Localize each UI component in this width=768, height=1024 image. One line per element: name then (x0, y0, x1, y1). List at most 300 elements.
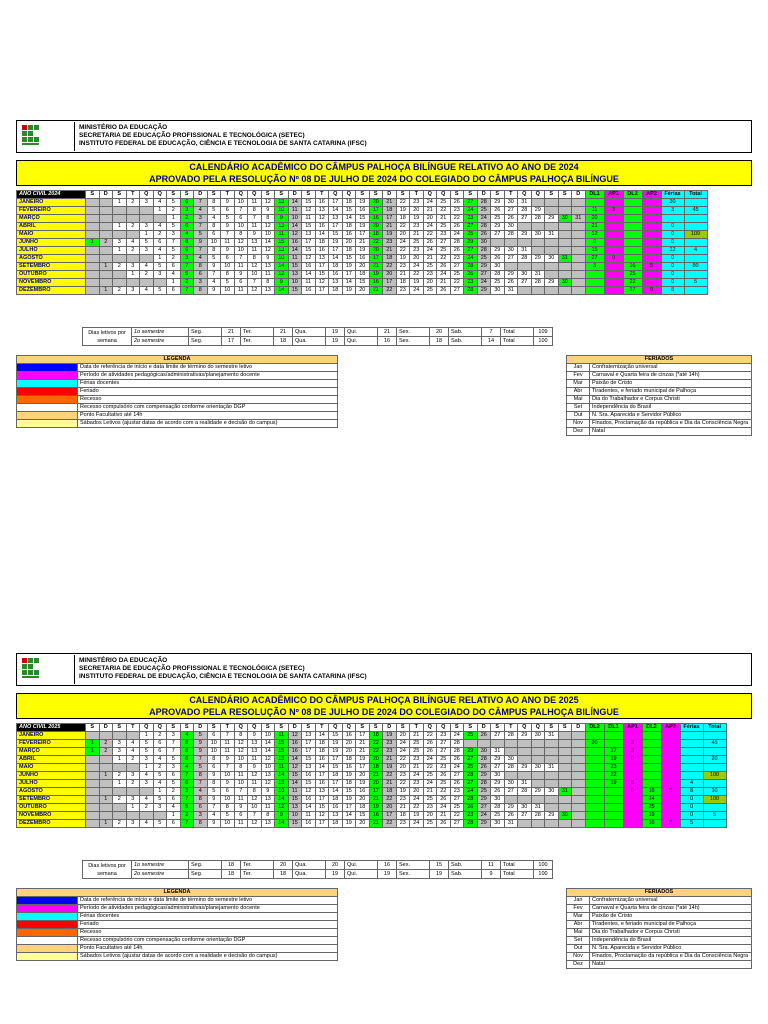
day-cell: 3 (140, 199, 154, 207)
day-cell: 6 (167, 772, 181, 780)
tail-cell (684, 223, 707, 231)
weekday-header: D (288, 724, 302, 732)
feriado-text: Confraternização universal (590, 897, 752, 905)
feriado-month: Abr (567, 388, 590, 396)
day-cell: 12 (234, 239, 248, 247)
day-cell: 23 (464, 812, 478, 820)
weekday-total-value: 20 (326, 861, 345, 870)
institution-header (16, 653, 752, 686)
weekday-header: S (464, 724, 478, 732)
day-cell: 11 (221, 740, 235, 748)
tail-cell (680, 740, 703, 748)
day-cell: 8 (194, 263, 208, 271)
feriado-month: Mai (567, 929, 590, 937)
tail-cell: 0 (661, 263, 684, 271)
month-row (17, 239, 708, 247)
day-cell: 25 (437, 247, 451, 255)
tail-cell (642, 764, 661, 772)
day-cell: 5 (207, 207, 221, 215)
feriado-row (567, 929, 752, 937)
day-cell: 20 (369, 199, 383, 207)
day-cell: 3 (140, 223, 154, 231)
day-cell: 7 (180, 796, 194, 804)
day-cell: 16 (302, 796, 316, 804)
feriado-month: Mai (567, 396, 590, 404)
tail-cell (585, 780, 604, 788)
weekday-header: S (450, 724, 464, 732)
day-cell: 25 (423, 772, 437, 780)
day-cell (504, 740, 518, 748)
month-grid (16, 723, 727, 828)
day-cell (558, 231, 572, 239)
day-cell: 23 (437, 231, 451, 239)
tail-cell: 45 (703, 740, 726, 748)
day-cell (545, 780, 559, 788)
day-cell: 28 (518, 255, 532, 263)
legend-swatch (17, 396, 78, 404)
day-cell: 15 (302, 199, 316, 207)
weekday-header: S (261, 724, 275, 732)
weekday-total-value: 100 (534, 861, 553, 870)
day-cell: 26 (491, 788, 505, 796)
day-cell: 20 (342, 740, 356, 748)
day-cell: 12 (288, 231, 302, 239)
feriados-title: FERIADOS (567, 889, 752, 897)
day-cell: 20 (423, 812, 437, 820)
weekday-header: Q (531, 191, 545, 199)
day-cell: 20 (383, 271, 397, 279)
day-cell: 25 (410, 239, 424, 247)
day-cell: 1 (140, 732, 154, 740)
day-cell (153, 279, 167, 287)
day-cell: 27 (491, 764, 505, 772)
year-label: ANO CIVIL 2025 (17, 724, 86, 732)
tail-header: DL1 (585, 191, 604, 199)
day-cell: 21 (383, 756, 397, 764)
day-cell: 24 (410, 820, 424, 828)
day-cell: 11 (302, 812, 316, 820)
day-cell: 18 (329, 796, 343, 804)
day-cell: 9 (248, 732, 262, 740)
tail-cell: 109 (684, 231, 707, 239)
day-cell: 27 (491, 732, 505, 740)
feriado-row (567, 961, 752, 969)
day-cell (518, 820, 532, 828)
day-cell: 23 (410, 756, 424, 764)
day-cell: 24 (423, 756, 437, 764)
semester-label: 1o semestre (132, 328, 189, 337)
tail-cell (604, 812, 623, 820)
day-cell (545, 199, 559, 207)
feriado-month: Nov (567, 420, 590, 428)
weekday-header: D (99, 191, 113, 199)
day-cell: 9 (207, 263, 221, 271)
day-cell: 1 (86, 740, 100, 748)
day-cell: 25 (437, 223, 451, 231)
weekday-header: D (194, 724, 208, 732)
days-letivos-table (82, 327, 553, 346)
day-cell: 6 (234, 279, 248, 287)
month-grid (16, 190, 708, 295)
day-cell: 3 (153, 271, 167, 279)
day-cell: 27 (477, 804, 491, 812)
legend-text: Férias docentes (78, 913, 338, 921)
day-cell: 14 (275, 772, 289, 780)
weekday-header: S (302, 191, 316, 199)
weekday-header: S (180, 191, 194, 199)
day-cell: 7 (194, 780, 208, 788)
day-cell: 22 (437, 207, 451, 215)
tail-cell (642, 780, 661, 788)
day-cell: 23 (396, 820, 410, 828)
tail-cell: 0 (623, 756, 642, 764)
day-cell (572, 263, 586, 271)
tail-cell: 5 (623, 780, 642, 788)
day-cell: 10 (207, 740, 221, 748)
day-cell: 12 (302, 207, 316, 215)
tail-cell (703, 748, 726, 756)
day-cell: 27 (464, 223, 478, 231)
day-cell: 29 (504, 804, 518, 812)
day-cell: 14 (329, 207, 343, 215)
tail-cell (585, 804, 604, 812)
day-cell: 4 (194, 255, 208, 263)
day-cell: 7 (194, 199, 208, 207)
legend-text: Recesso compulsório com compensação conforme orientação DGP (78, 937, 338, 945)
day-cell: 30 (531, 764, 545, 772)
day-cell: 6 (153, 740, 167, 748)
day-cell: 8 (194, 287, 208, 295)
day-cell: 26 (464, 804, 478, 812)
day-cell: 17 (302, 740, 316, 748)
day-cell (531, 239, 545, 247)
tail-cell (642, 215, 661, 223)
day-cell: 9 (261, 255, 275, 263)
tail-cell (680, 772, 703, 780)
day-cell: 20 (356, 772, 370, 780)
weekday-total-value: 18 (222, 870, 241, 879)
day-cell: 7 (180, 772, 194, 780)
day-cell: 7 (194, 247, 208, 255)
day-cell: 5 (221, 215, 235, 223)
day-cell: 31 (558, 788, 572, 796)
day-cell: 17 (315, 263, 329, 271)
day-cell (572, 239, 586, 247)
day-cell: 3 (113, 740, 127, 748)
day-cell: 15 (329, 231, 343, 239)
tail-cell (642, 271, 661, 279)
tail-cell: 0 (680, 804, 703, 812)
day-cell: 1 (113, 756, 127, 764)
year-label: ANO CIVIL 2024 (17, 191, 86, 199)
day-cell (153, 215, 167, 223)
legend-text: Período de atividades pedagógicas/administrativas/planejamento docente (78, 372, 338, 380)
day-cell: 5 (167, 780, 181, 788)
day-cell: 11 (288, 255, 302, 263)
day-cell: 30 (491, 263, 505, 271)
tail-header: Total (703, 724, 726, 732)
day-cell: 18 (383, 207, 397, 215)
tail-header: Férias (680, 724, 703, 732)
day-cell: 11 (288, 207, 302, 215)
day-cell: 28 (477, 756, 491, 764)
day-cell: 13 (275, 756, 289, 764)
tail-cell: 16 (642, 788, 661, 796)
day-cell: 14 (315, 732, 329, 740)
tail-header: AP1 (623, 724, 642, 732)
month-row (17, 255, 708, 263)
day-cell: 9 (275, 279, 289, 287)
weekday-header: S (396, 191, 410, 199)
day-cell: 25 (491, 812, 505, 820)
day-cell: 6 (153, 748, 167, 756)
day-cell: 24 (410, 796, 424, 804)
tail-cell (661, 756, 680, 764)
legend-swatch (17, 913, 78, 921)
day-cell: 16 (329, 271, 343, 279)
day-cell: 8 (248, 255, 262, 263)
day-cell: 31 (518, 199, 532, 207)
day-cell: 27 (437, 748, 451, 756)
feriado-row (567, 945, 752, 953)
weekday-total-label: Ter. (241, 861, 274, 870)
day-cell: 1 (167, 215, 181, 223)
feriado-text: Carnaval e Quarta feira de cinzas (*até 14h) (590, 372, 752, 380)
weekday-total-value: 100 (534, 870, 553, 879)
weekday-total-value: 21 (222, 328, 241, 337)
day-cell (491, 740, 505, 748)
weekday-total-label: Qui. (345, 870, 378, 879)
day-cell: 21 (356, 748, 370, 756)
month-row (17, 231, 708, 239)
day-cell: 16 (356, 788, 370, 796)
month-name: MARÇO (17, 215, 86, 223)
days-letivos-row (83, 870, 553, 879)
day-cell: 24 (450, 732, 464, 740)
ministry-line: SECRETARIA DE EDUCAÇÃO PROFISSIONAL E TECNOLÓGICA (SETEC) (79, 665, 305, 672)
day-cell: 24 (464, 788, 478, 796)
day-cell: 31 (545, 732, 559, 740)
month-row (17, 788, 727, 796)
weekday-total-label: Seg. (189, 337, 222, 346)
day-cell: 6 (167, 820, 181, 828)
day-cell: 20 (356, 820, 370, 828)
day-cell: 20 (369, 780, 383, 788)
tail-cell (585, 732, 604, 740)
month-row (17, 199, 708, 207)
day-cell (99, 247, 113, 255)
day-cell (153, 812, 167, 820)
day-cell: 2 (167, 788, 181, 796)
day-cell: 16 (329, 804, 343, 812)
tail-cell (680, 748, 703, 756)
day-cell: 2 (99, 748, 113, 756)
month-row (17, 207, 708, 215)
day-cell: 4 (126, 239, 140, 247)
day-cell: 15 (356, 215, 370, 223)
day-cell: 27 (491, 231, 505, 239)
tail-cell (623, 207, 642, 215)
day-cell: 5 (180, 271, 194, 279)
feriado-text: Finados, Proclamação da república e Dia da Consciência Negra (590, 953, 752, 961)
semester-label: 2o semestre (132, 337, 189, 346)
day-cell: 14 (288, 247, 302, 255)
day-cell: 4 (153, 199, 167, 207)
day-cell: 22 (410, 804, 424, 812)
day-cell: 8 (261, 279, 275, 287)
day-cell: 1 (153, 788, 167, 796)
days-letivos-label: Dias letivos por semana (83, 328, 132, 346)
day-cell: 23 (396, 772, 410, 780)
day-cell: 27 (464, 247, 478, 255)
legend-text: Férias docentes (78, 380, 338, 388)
weekday-header: Q (140, 191, 154, 199)
day-cell: 16 (302, 820, 316, 828)
day-cell: 20 (410, 788, 424, 796)
day-cell: 11 (248, 247, 262, 255)
month-row (17, 756, 727, 764)
day-cell: 28 (531, 812, 545, 820)
day-cell: 8 (248, 788, 262, 796)
day-cell: 18 (329, 820, 343, 828)
day-cell: 21 (437, 215, 451, 223)
calendar-title: CALENDÁRIO ACADÊMICO DO CÂMPUS PALHOÇA BILÍNGUE RELATIVO AO ANO DE 2025 (189, 695, 579, 705)
day-cell: 13 (315, 255, 329, 263)
day-cell: 19 (342, 263, 356, 271)
weekday-total-value: 15 (430, 861, 449, 870)
month-name: NOVEMBRO (17, 279, 86, 287)
day-cell: 29 (504, 271, 518, 279)
legend-row (17, 937, 338, 945)
day-cell: 2 (113, 287, 127, 295)
tail-cell (642, 732, 661, 740)
day-cell: 22 (423, 764, 437, 772)
day-cell: 10 (234, 247, 248, 255)
day-cell: 1 (113, 223, 127, 231)
day-cell: 7 (221, 231, 235, 239)
day-cell: 7 (234, 207, 248, 215)
day-cell: 21 (423, 788, 437, 796)
feriado-text: Carnaval e Quarta feira de cinzas (*até 14h) (590, 905, 752, 913)
weekday-header: Q (329, 724, 343, 732)
tail-cell: 100 (703, 796, 726, 804)
day-cell (531, 756, 545, 764)
day-cell: 27 (518, 215, 532, 223)
day-cell: 25 (477, 788, 491, 796)
weekday-total-label: Seg. (189, 328, 222, 337)
day-cell: 4 (194, 207, 208, 215)
weekday-header: T (504, 724, 518, 732)
day-cell: 15 (275, 239, 289, 247)
day-cell: 2 (153, 732, 167, 740)
day-cell: 11 (261, 804, 275, 812)
day-cell: 22 (383, 263, 397, 271)
weekday-header: S (261, 191, 275, 199)
day-cell: 15 (329, 764, 343, 772)
day-cell (518, 756, 532, 764)
day-cell: 17 (383, 215, 397, 223)
day-cell: 23 (423, 271, 437, 279)
feriados-table (566, 355, 752, 436)
day-cell: 9 (261, 788, 275, 796)
weekday-header: S (396, 724, 410, 732)
day-cell: 7 (221, 764, 235, 772)
day-cell: 2 (180, 279, 194, 287)
weekday-header: T (126, 724, 140, 732)
tail-cell (680, 756, 703, 764)
day-cell (99, 756, 113, 764)
tail-cell (585, 279, 604, 287)
weekday-total-label: Sex. (397, 337, 430, 346)
day-cell: 28 (531, 215, 545, 223)
tail-cell: 0 (661, 271, 684, 279)
month-row (17, 215, 708, 223)
day-cell: 2 (153, 231, 167, 239)
day-cell: 24 (396, 748, 410, 756)
day-cell: 8 (180, 239, 194, 247)
day-cell: 11 (221, 748, 235, 756)
tail-cell (604, 199, 623, 207)
day-cell: 29 (477, 263, 491, 271)
legend-swatch (17, 921, 78, 929)
tail-cell (642, 239, 661, 247)
day-cell: 18 (369, 732, 383, 740)
day-cell: 10 (261, 231, 275, 239)
day-cell: 14 (342, 279, 356, 287)
weekday-header: D (572, 191, 586, 199)
day-cell: 25 (491, 215, 505, 223)
tail-cell: 20 (703, 756, 726, 764)
day-cell: 13 (248, 239, 262, 247)
day-cell: 29 (477, 796, 491, 804)
day-cell: 22 (410, 271, 424, 279)
day-cell: 12 (248, 796, 262, 804)
day-cell: 18 (396, 215, 410, 223)
day-cell (531, 199, 545, 207)
day-cell (531, 287, 545, 295)
day-cell: 16 (342, 231, 356, 239)
day-cell: 29 (518, 764, 532, 772)
weekday-total-value: 19 (326, 328, 345, 337)
day-cell: 17 (302, 239, 316, 247)
day-cell: 5 (221, 279, 235, 287)
weekday-total-label: Qua. (293, 337, 326, 346)
calendar-banner (16, 160, 752, 186)
tail-cell (623, 247, 642, 255)
day-cell (545, 263, 559, 271)
tail-cell: 10 (703, 788, 726, 796)
day-cell: 5 (140, 748, 154, 756)
day-cell: 30 (531, 231, 545, 239)
tail-cell: 24 (642, 796, 661, 804)
day-cell: 31 (572, 215, 586, 223)
day-cell: 7 (234, 788, 248, 796)
tail-cell (585, 820, 604, 828)
day-cell (86, 231, 100, 239)
feriado-month: Mar (567, 913, 590, 921)
day-cell: 31 (518, 247, 532, 255)
weekday-total-value: 19 (326, 870, 345, 879)
tail-cell (604, 247, 623, 255)
day-cell: 24 (464, 207, 478, 215)
day-cell: 12 (248, 772, 262, 780)
day-cell: 16 (369, 279, 383, 287)
day-cell: 14 (342, 812, 356, 820)
month-name: NOVEMBRO (17, 812, 86, 820)
day-cell: 6 (180, 780, 194, 788)
day-cell: 16 (356, 207, 370, 215)
weekday-total-value: 20 (430, 328, 449, 337)
